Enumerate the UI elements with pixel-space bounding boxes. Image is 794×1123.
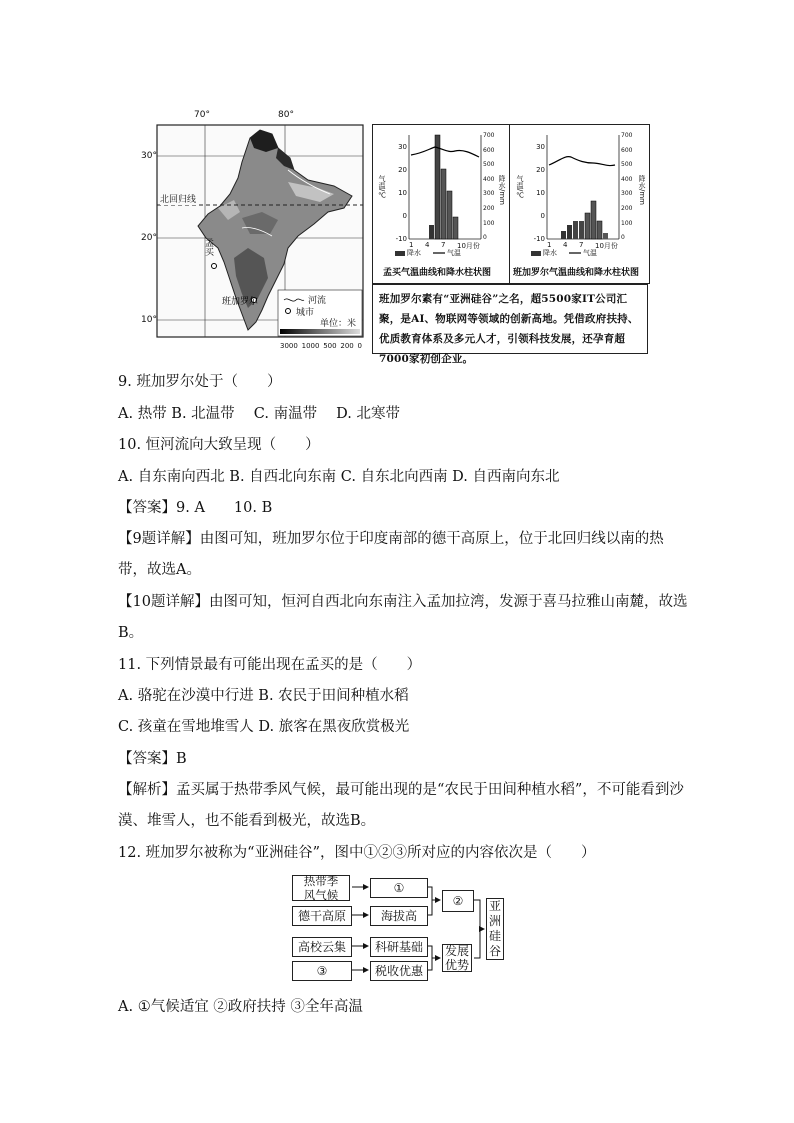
answer-11: 【答案】B — [118, 751, 187, 767]
bangalore-temp-ticks — [525, 136, 545, 251]
box-blank-1: ① — [370, 878, 428, 898]
bangalore-temp-tick: 10 — [536, 189, 545, 197]
bangalore-legend-precip: 降水 — [543, 249, 557, 257]
bangalore-temp-tick: 20 — [536, 166, 545, 174]
bangalore-temp-tick: -10 — [533, 235, 545, 243]
mumbai-chart-caption: 孟买气温曲线和降水柱状图 — [383, 268, 492, 278]
lon-label-80: 80° — [278, 110, 294, 120]
legend-river-label: 河流 — [308, 296, 327, 306]
q9-options: A. 热带 B. 北温带 C. 南温带 D. 北寒带 — [118, 406, 401, 422]
mumbai-precip-tick: 700 — [483, 132, 495, 139]
box-blank-3: ③ — [292, 961, 352, 981]
box-altitude: 海拔高 — [370, 906, 428, 926]
bangalore-precip-tick: 600 — [621, 146, 633, 154]
bangalore-temp-tick: 0 — [540, 212, 545, 220]
climate-charts-panel — [372, 124, 650, 284]
box-blank-2: ② — [442, 890, 474, 912]
mumbai-precip-ticks — [483, 129, 499, 246]
bangalore-precip-tick: 300 — [621, 190, 633, 198]
q9-stem: 9. 班加罗尔处于（ ） — [118, 374, 282, 390]
answer-9-10: 【答案】9. A 10. B — [118, 500, 273, 516]
scale-3000: 3000 — [280, 342, 298, 350]
mumbai-chart — [373, 125, 509, 283]
bangalore-precip-tick: 100 — [621, 219, 633, 227]
q11-stem: 11. 下列情景最有可能出现在孟买的是（ ） — [118, 657, 422, 673]
bangalore-precip-tick: 400 — [621, 175, 633, 183]
detail-q9: 【9题详解】由图可知，班加罗尔位于印度南部的德干高原上，位于北回归线以南的热带，故选A。 — [118, 531, 664, 578]
lat-label-20: 20° — [141, 233, 157, 243]
mumbai-city-marker — [212, 264, 217, 269]
lat-label-30: 30° — [141, 151, 157, 161]
lat-label-10: 10° — [141, 315, 157, 325]
q10-options: A. 自东南向西北 B. 自西北向东南 C. 自东北向西南 D. 自西南向东北 — [118, 469, 560, 485]
flow-diagram — [290, 874, 510, 984]
bangalore-info-box — [372, 284, 648, 365]
q11-options-ab: A. 骆驼在沙漠中行进 B. 农民于田间种植水稻 — [118, 688, 409, 704]
analysis-q11: 【解析】孟买属于热带季风气候，最可能出现的是“农民于田间种植水稻”，不可能看到沙漠、堆雪人，也不能看到极光，故选B。 — [118, 782, 684, 829]
q10-stem: 10. 恒河流向大致呈现（ ） — [118, 437, 320, 453]
legend-city-label: 城市 — [296, 308, 315, 318]
q12-stem: 12. 班加罗尔被称为“亚洲硅谷”，图中①②③所对应的内容依次是（ ） — [118, 845, 596, 861]
box-deccan: 德干高原 — [292, 906, 352, 926]
mumbai-month-tick: 1 — [409, 241, 414, 249]
mumbai-month-tick: 4 — [425, 241, 430, 249]
legend-scale — [280, 342, 362, 350]
bangalore-precip-tick: 200 — [621, 204, 633, 212]
bangalore-month-tick: 7 — [579, 241, 584, 249]
mumbai-temp-tick: 30 — [398, 143, 407, 151]
chart-divider — [509, 125, 510, 283]
box-advantage: 发展优势 — [442, 944, 472, 972]
bangalore-month-tick: 1 — [547, 241, 552, 249]
mumbai-precip-tick: 600 — [483, 146, 495, 154]
box-colleges: 高校云集 — [292, 937, 352, 957]
bangalore-temp-tick: 30 — [536, 143, 545, 151]
bangalore-precip-tick: 500 — [621, 161, 633, 169]
legend-unit-label: 单位：米 — [320, 319, 357, 329]
box-tropical-monsoon: 热带季风气候 — [292, 875, 350, 901]
india-map-figure — [138, 108, 368, 358]
bangalore-info-text: 班加罗尔素有“亚洲硅谷”之名，超5500家IT公司汇聚，是AI、物联网等领域的创新高地。凭借政府扶持、优质教育体系及多元人才，引领科技发展，还孕育超7000家初创企业。 — [379, 293, 639, 365]
mumbai-temp-tick: 20 — [398, 166, 407, 174]
bangalore-precip-tick: 700 — [621, 132, 633, 139]
mumbai-temp-ticks — [387, 136, 407, 251]
mumbai-temp-axis-label: 气温/℃ — [378, 175, 386, 200]
bangalore-legend-temp: 气温 — [583, 249, 597, 257]
bangalore-precip-ticks — [621, 129, 637, 246]
mumbai-temp-tick: -10 — [395, 235, 407, 243]
mumbai-precip-tick: 300 — [483, 190, 495, 198]
lon-label-70: 70° — [194, 110, 210, 120]
tropic-label: 北回归线 — [160, 192, 196, 205]
scale-0: 0 — [357, 342, 362, 350]
bangalore-label: 班加罗尔 — [222, 297, 259, 307]
mumbai-precip-axis-label: 降水/mm — [498, 175, 506, 205]
mumbai-precip-tick: 100 — [483, 219, 495, 227]
mumbai-month-tick: 7 — [441, 241, 446, 249]
box-tax: 税收优惠 — [370, 961, 428, 981]
mumbai-temp-tick: 0 — [402, 212, 407, 220]
detail-q10: 【10题详解】由图可知，恒河自西北向东南注入孟加拉湾，发源于喜马拉雅山南麓，故选B。 — [118, 594, 688, 641]
box-research: 科研基础 — [370, 937, 428, 957]
mumbai-temp-tick: 10 — [398, 189, 407, 197]
q11-options-cd: C. 孩童在雪地堆雪人 D. 旅客在黑夜欣赏极光 — [118, 719, 410, 735]
mumbai-precip-tick: 0 — [483, 234, 487, 242]
scale-500: 500 — [323, 342, 337, 350]
bangalore-month-tick: 10月份 — [595, 242, 618, 250]
q12-option-a: A. ①气候适宜 ②政府扶持 ③全年高温 — [118, 999, 363, 1015]
bangalore-month-tick: 4 — [563, 241, 568, 249]
mumbai-label: 孟买 — [203, 238, 213, 256]
mumbai-legend-precip: 降水 — [407, 249, 421, 257]
mumbai-precip-tick: 400 — [483, 175, 495, 183]
bangalore-precip-axis-label: 降水/mm — [638, 175, 646, 205]
mumbai-precip-tick: 500 — [483, 161, 495, 169]
bangalore-precip-tick: 0 — [621, 234, 625, 242]
bangalore-chart-caption: 班加罗尔气温曲线和降水柱状图 — [513, 268, 640, 278]
mumbai-precip-tick: 200 — [483, 204, 495, 212]
bangalore-chart — [511, 125, 649, 283]
scale-1000: 1000 — [301, 342, 320, 350]
mumbai-month-tick: 10月份 — [457, 242, 480, 250]
bangalore-temp-axis-label: 气温/℃ — [516, 175, 524, 200]
scale-200: 200 — [340, 342, 354, 350]
box-asia-valley: 亚洲硅谷 — [486, 898, 504, 960]
mumbai-legend-temp: 气温 — [447, 249, 461, 257]
